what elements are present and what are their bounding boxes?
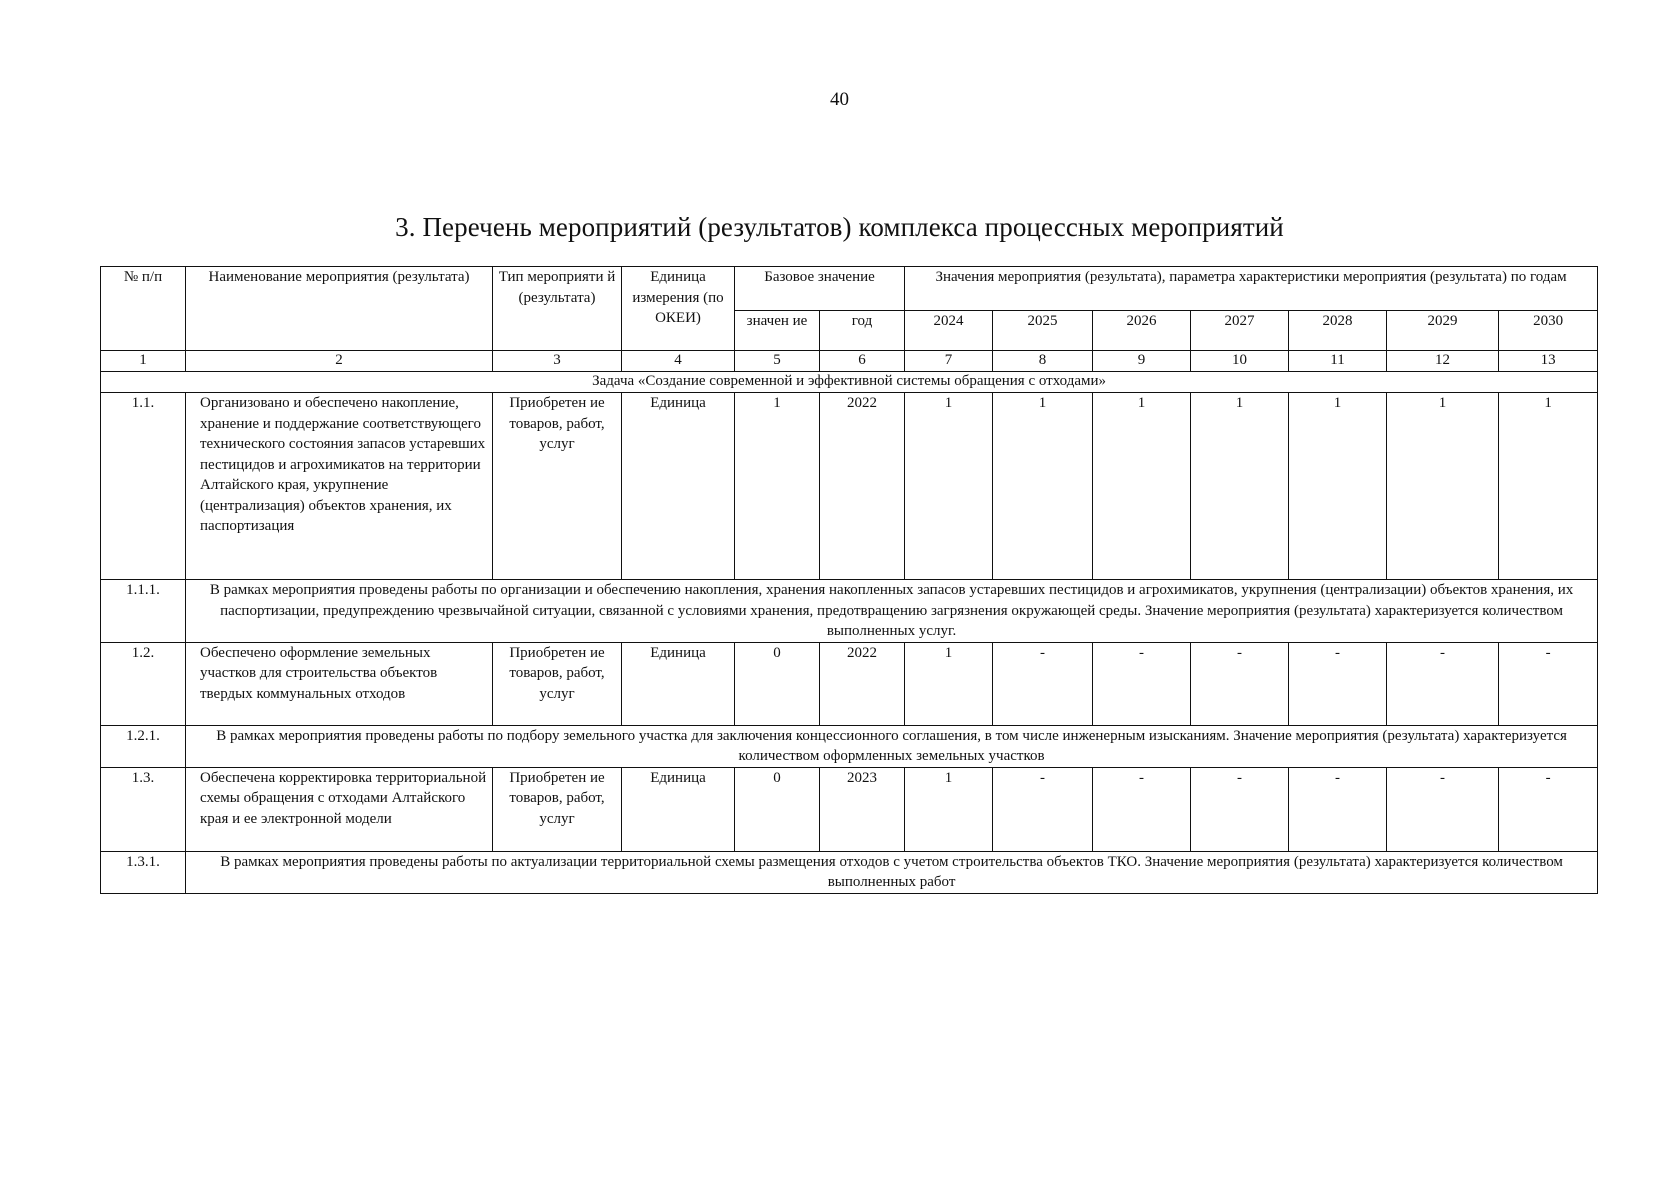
year-value: - <box>1289 642 1387 725</box>
year-value: - <box>993 642 1093 725</box>
year-value: - <box>1387 642 1499 725</box>
year-value: - <box>1093 642 1191 725</box>
year-value: 1 <box>1387 393 1499 580</box>
row-num: 1.3.1. <box>101 851 186 893</box>
column-number: 2 <box>186 351 493 372</box>
header-year: 2026 <box>1093 311 1191 351</box>
year-value: - <box>1499 642 1598 725</box>
year-value: - <box>1191 767 1289 851</box>
table-row <box>101 642 1598 725</box>
header-name: Наименование мероприятия (результата) <box>186 267 493 351</box>
header-type: Тип мероприяти й (результата) <box>493 267 622 351</box>
column-number: 10 <box>1191 351 1289 372</box>
header-year: 2030 <box>1499 311 1598 351</box>
header-base: Базовое значение <box>735 267 905 311</box>
header-num: № п/п <box>101 267 186 351</box>
year-value: - <box>1387 767 1499 851</box>
year-value: 1 <box>905 393 993 580</box>
year-value: 1 <box>993 393 1093 580</box>
row-num: 1.2.1. <box>101 725 186 767</box>
measure-description: В рамках мероприятия проведены работы по актуализации территориальной схемы размещения отходов с учетом строительства объектов ТКО. Значение мероприятия (результата) характеризуется количеством выполненных работ <box>186 851 1598 893</box>
header-year: 2029 <box>1387 311 1499 351</box>
year-value: - <box>993 767 1093 851</box>
year-value: - <box>1191 642 1289 725</box>
header-year: 2027 <box>1191 311 1289 351</box>
table-row <box>101 393 1598 580</box>
table-row <box>101 580 1598 643</box>
task-row <box>101 372 1598 393</box>
base-year: 2023 <box>820 767 905 851</box>
column-number: 4 <box>622 351 735 372</box>
header-values: Значения мероприятия (результата), параметра характеристики мероприятия (результата) по годам <box>905 267 1598 311</box>
base-value: 0 <box>735 767 820 851</box>
column-number-row <box>101 351 1598 372</box>
measure-name: Обеспечено оформление земельных участков для строительства объектов твердых коммунальных отходов <box>186 642 493 725</box>
header-year: 2024 <box>905 311 993 351</box>
table-header-row <box>101 267 1598 311</box>
measure-description: В рамках мероприятия проведены работы по подбору земельного участка для заключения концессионного соглашения, в том числе инженерным изысканиям. Значение мероприятия (результата) характеризуется количеством оформленных земельных участков <box>186 725 1598 767</box>
measure-type: Приобретен ие товаров, работ, услуг <box>493 767 622 851</box>
table-row <box>101 851 1598 893</box>
year-value: 1 <box>1499 393 1598 580</box>
year-value: 1 <box>905 642 993 725</box>
year-value: 1 <box>1289 393 1387 580</box>
year-value: 1 <box>1093 393 1191 580</box>
column-number: 6 <box>820 351 905 372</box>
column-number: 11 <box>1289 351 1387 372</box>
column-number: 5 <box>735 351 820 372</box>
measure-unit: Единица <box>622 642 735 725</box>
row-num: 1.1.1. <box>101 580 186 643</box>
year-value: - <box>1289 767 1387 851</box>
header-base-value: значен ие <box>735 311 820 351</box>
row-num: 1.1. <box>101 393 186 580</box>
header-base-year: год <box>820 311 905 351</box>
base-year: 2022 <box>820 393 905 580</box>
column-number: 8 <box>993 351 1093 372</box>
year-value: - <box>1499 767 1598 851</box>
task-title: Задача «Создание современной и эффективной системы обращения с отходами» <box>101 372 1598 393</box>
column-number: 9 <box>1093 351 1191 372</box>
table-row <box>101 725 1598 767</box>
header-unit: Единица измерения (по ОКЕИ) <box>622 267 735 351</box>
base-value: 0 <box>735 642 820 725</box>
column-number: 13 <box>1499 351 1598 372</box>
measure-name: Обеспечена корректировка территориальной схемы обращения с отходами Алтайского края и ее электронной модели <box>186 767 493 851</box>
row-num: 1.3. <box>101 767 186 851</box>
column-number: 7 <box>905 351 993 372</box>
header-year: 2028 <box>1289 311 1387 351</box>
measure-unit: Единица <box>622 767 735 851</box>
measure-type: Приобретен ие товаров, работ, услуг <box>493 393 622 580</box>
page-title: 3. Перечень мероприятий (результатов) комплекса процессных мероприятий <box>395 212 1284 242</box>
measure-type: Приобретен ие товаров, работ, услуг <box>493 642 622 725</box>
year-value: - <box>1093 767 1191 851</box>
column-number: 1 <box>101 351 186 372</box>
base-year: 2022 <box>820 642 905 725</box>
measure-name: Организовано и обеспечено накопление, хранение и поддержание соответствующего технического состояния запасов устаревших пестицидов и агрохимикатов на территории Алтайского края, укрупнение (централизация) объектов хранения, их паспортизация <box>186 393 493 580</box>
table-row <box>101 767 1598 851</box>
base-value: 1 <box>735 393 820 580</box>
year-value: 1 <box>905 767 993 851</box>
column-number: 3 <box>493 351 622 372</box>
page-number: 40 <box>830 89 849 110</box>
measure-description: В рамках мероприятия проведены работы по организации и обеспечению накопления, хранения накопленных запасов устаревших пестицидов и агрохимикатов, укрупнения (централизации) объектов хранения, их паспортизации, предупреждению чрезвычайной ситуации, связанной с условиями хранения, предотвращению загрязнения окружающей среды. Значение мероприятия (результата) характеризуется количеством выполненных услуг. <box>186 580 1598 643</box>
measure-unit: Единица <box>622 393 735 580</box>
year-value: 1 <box>1191 393 1289 580</box>
measures-table <box>100 266 1598 894</box>
header-year: 2025 <box>993 311 1093 351</box>
row-num: 1.2. <box>101 642 186 725</box>
column-number: 12 <box>1387 351 1499 372</box>
